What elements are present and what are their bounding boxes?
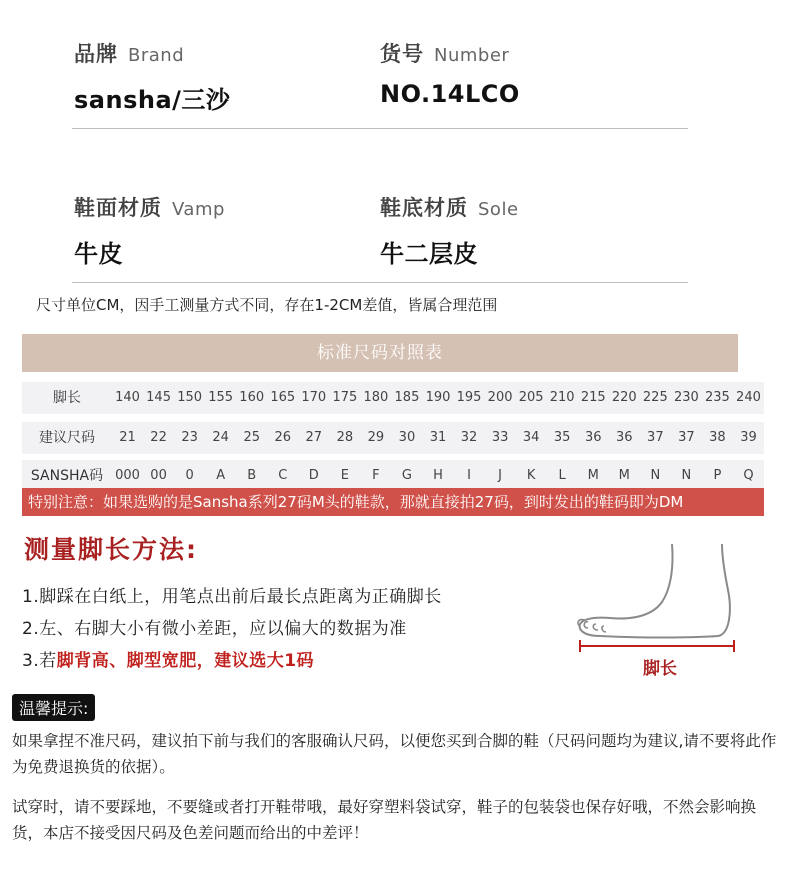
tips-paragraph-2: 试穿时，请不要踩地，不要缝或者打开鞋带哦，最好穿塑料袋试穿，鞋子的包装袋也保存好哦，不然会影响换货，本店不接受因尺码及色差问题而给出的中差评！: [12, 798, 757, 842]
size-cell: I: [467, 468, 471, 483]
row-cells: [112, 382, 764, 414]
size-cell: 140: [115, 390, 140, 405]
spec-brand-en: Brand: [128, 45, 185, 66]
size-cell: D: [308, 468, 319, 483]
tips-badge: 温馨提示:: [12, 694, 95, 721]
size-cell: 35: [553, 430, 571, 445]
size-cell: 0: [185, 468, 194, 483]
size-cell: M: [587, 468, 599, 483]
size-cell: Q: [743, 468, 754, 483]
size-cell: 25: [243, 430, 260, 445]
size-cell: 37: [678, 430, 695, 445]
size-cell: 235: [705, 390, 730, 405]
size-cell: 170: [301, 390, 327, 405]
size-cell: 160: [239, 390, 265, 405]
spec-number-label: 货号: [380, 42, 424, 66]
foot-length-caption: 脚长: [643, 659, 677, 679]
spec-sole-label: 鞋底材质: [380, 196, 468, 220]
size-cell: 26: [274, 430, 292, 445]
size-cell: 205: [518, 390, 544, 405]
size-cell: G: [401, 468, 412, 483]
size-cell: 23: [181, 430, 198, 445]
row-label: SANSHA码: [30, 468, 104, 484]
size-cell: 21: [119, 430, 136, 445]
spec-sole-en: Sole: [478, 199, 519, 220]
size-cell: P: [713, 468, 722, 483]
size-cell: 145: [146, 390, 171, 405]
size-cell: 150: [177, 390, 203, 405]
size-cell: 210: [549, 390, 575, 405]
size-cell: 190: [425, 390, 451, 405]
size-cell: K: [526, 468, 536, 483]
spec-number-en: Number: [434, 45, 510, 66]
size-cell: 32: [460, 430, 478, 445]
spec-sole-value: 牛二层皮: [380, 240, 478, 268]
size-cell: 33: [491, 430, 509, 445]
row-label: 脚长: [53, 390, 81, 406]
step3-highlight: 脚背高、脚型宽肥，建议选大1码: [56, 651, 315, 671]
size-cell: 29: [367, 430, 385, 445]
size-cell: 24: [212, 430, 229, 445]
spec-brand-value: sansha/三沙: [74, 86, 231, 114]
spec-brand: [74, 38, 230, 115]
method-title: 测量脚长方法:: [24, 535, 198, 564]
size-cell: 165: [270, 390, 296, 405]
size-cell: N: [650, 468, 661, 483]
size-cell: 175: [332, 390, 358, 405]
size-cell: 200: [487, 390, 513, 405]
divider-bottom: [72, 282, 688, 283]
size-cell: 185: [394, 390, 420, 405]
size-cell: 39: [740, 430, 757, 445]
size-cell: 30: [398, 430, 416, 445]
spec-vamp-value: 牛皮: [74, 240, 123, 268]
size-cell: 00: [150, 468, 167, 483]
size-cell: M: [618, 468, 630, 483]
divider-top: [72, 128, 688, 129]
size-cell: 31: [429, 430, 447, 445]
spec-number: [380, 38, 520, 108]
size-cell: 27: [305, 430, 323, 445]
size-cell: 36: [616, 430, 633, 445]
size-row-suggested: [22, 422, 764, 454]
size-cell: 240: [736, 390, 761, 405]
size-cell: 180: [363, 390, 389, 405]
spec-vamp-label: 鞋面材质: [74, 196, 162, 220]
foot-outline: [580, 544, 730, 638]
size-cell: 225: [642, 390, 668, 405]
size-cell: A: [216, 468, 226, 483]
size-cell: E: [340, 468, 349, 483]
spec-number-value: NO.14LCO: [380, 80, 520, 108]
size-cell: 195: [456, 390, 482, 405]
special-notice: 特别注意：如果选购的是Sansha系列27码M头的鞋款，那就直接拍27码，到时发出的鞋码即为DM: [22, 488, 764, 516]
spec-vamp: [74, 192, 225, 269]
size-cell: H: [433, 468, 443, 483]
tips-paragraph-1: 如果拿捏不准尺码，建议拍下前与我们的客服确认尺码，以便您买到合脚的鞋（尺码问题均为建议,请不要将此作为免费退换货的依据）。: [12, 732, 777, 776]
method-step-2: 2.左、右脚大小有微小差距，应以偏大的数据为准: [22, 619, 407, 639]
size-cell: 000: [115, 468, 140, 483]
size-cell: F: [372, 468, 380, 483]
size-cell: 34: [522, 430, 540, 445]
size-cell: 220: [611, 390, 637, 405]
size-cell: 37: [647, 430, 664, 445]
size-cell: B: [247, 468, 257, 483]
step3-prefix: 3.若: [22, 651, 57, 671]
size-cell: 36: [584, 430, 602, 445]
size-cell: 215: [580, 390, 606, 405]
size-table-title: 标准尺码对照表: [22, 334, 738, 372]
spec-brand-label: 品牌: [74, 42, 118, 66]
method-step-1: 1.脚踩在白纸上，用笔点出前后最长点距离为正确脚长: [22, 587, 442, 607]
row-label: 建议尺码: [39, 430, 95, 446]
size-cell: 230: [673, 390, 699, 405]
size-cell: 22: [150, 430, 167, 445]
size-cell: 155: [208, 390, 234, 405]
size-row-foot-length: [22, 382, 764, 414]
size-cell: 38: [709, 430, 726, 445]
measurement-note: 尺寸单位CM，因手工测量方式不同，存在1-2CM差值，皆属合理范围: [36, 296, 498, 314]
size-cell: C: [278, 468, 288, 483]
size-cell: L: [558, 468, 566, 483]
size-cell: J: [498, 468, 502, 483]
size-cell: N: [681, 468, 692, 483]
spec-sole: [380, 192, 519, 269]
size-cell: 28: [336, 430, 354, 445]
method-step-3: [22, 646, 314, 671]
spec-vamp-en: Vamp: [172, 199, 225, 220]
row-cells: [112, 422, 764, 454]
